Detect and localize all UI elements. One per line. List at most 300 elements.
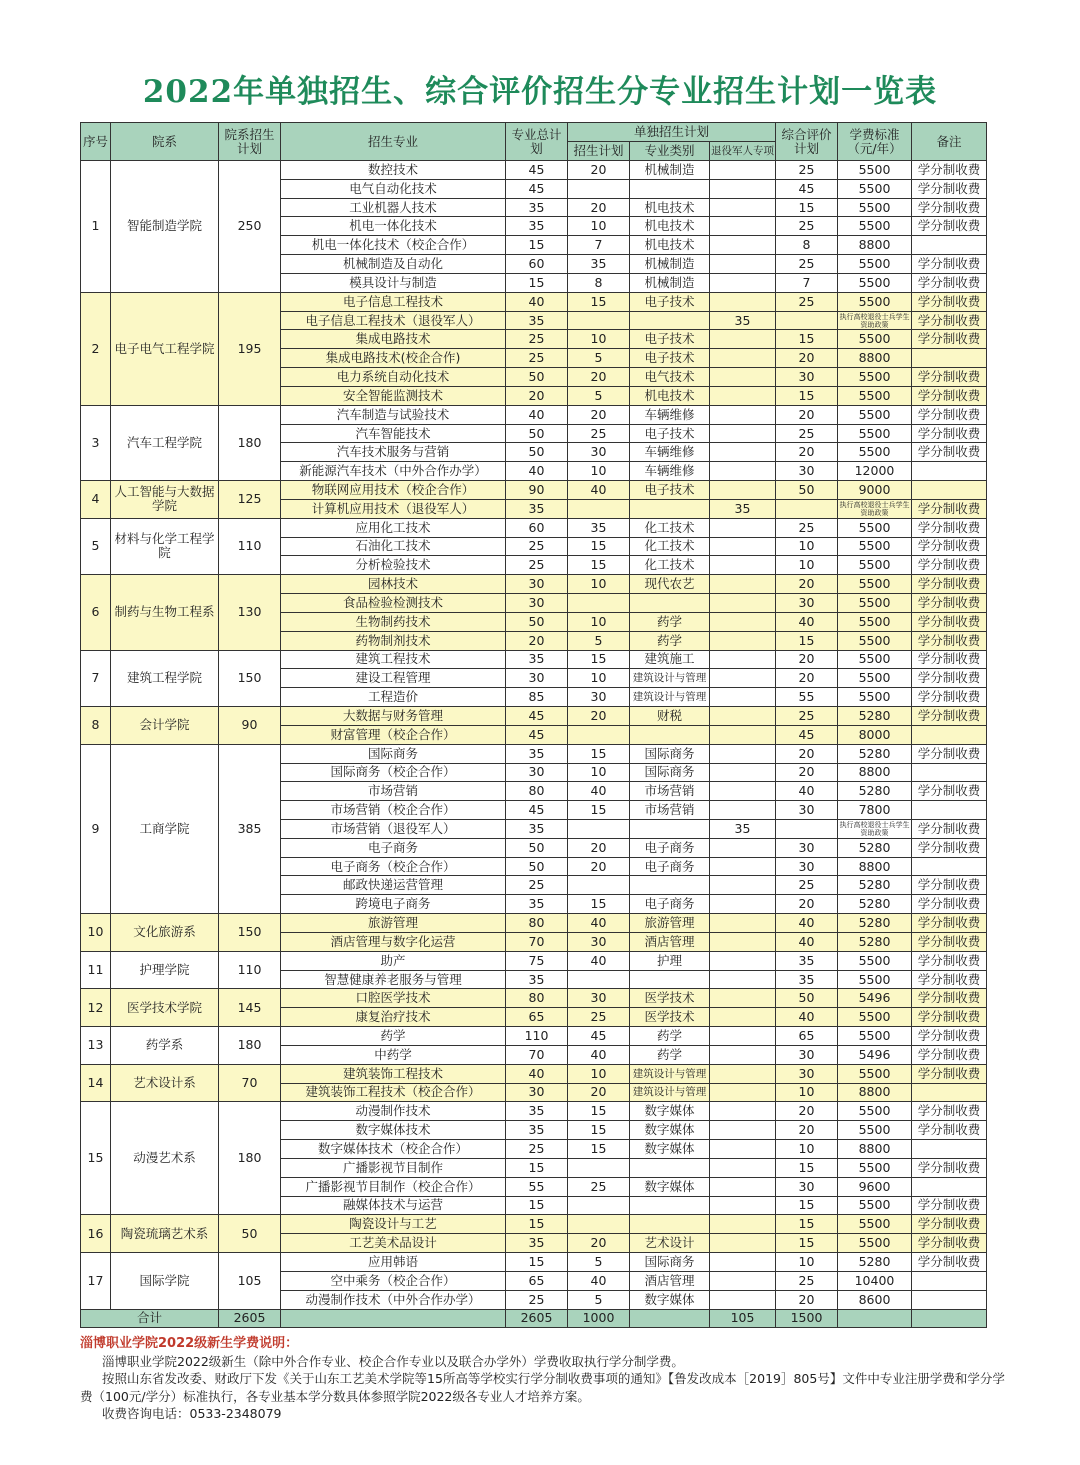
cell-remark [912,857,987,876]
cell-veteran [710,650,776,669]
cell-single-plan: 25 [568,424,630,443]
cell-major-category: 化工技术 [630,518,710,537]
cell-major-category: 机械制造 [630,255,710,274]
cell-remark [912,1290,987,1309]
cell-fee: 5500 [838,1196,912,1215]
cell-fee: 5280 [838,932,912,951]
cell-college: 材料与化学工程学院 [111,518,219,574]
table-row [81,989,987,1008]
cell-college-plan: 195 [219,292,281,405]
cell-remark: 学分制收费 [912,292,987,311]
cell-remark: 学分制收费 [912,744,987,763]
cell-remark [912,1271,987,1290]
header-single-plan: 招生计划 [568,142,630,161]
cell-major-total: 25 [506,349,568,368]
cell-fee: 5500 [838,330,912,349]
cell-college: 建筑工程学院 [111,650,219,706]
cell-fee: 5496 [838,1045,912,1064]
cell-major-category: 机电技术 [630,198,710,217]
cell-major-category: 车辆维修 [630,462,710,481]
cell-major-total: 80 [506,782,568,801]
cell-single-plan: 45 [568,1027,630,1046]
cell-major-total: 45 [506,179,568,198]
cell-remark: 学分制收费 [912,405,987,424]
cell-college-plan: 180 [219,405,281,480]
cell-major-total: 90 [506,481,568,500]
cell-major-total: 15 [506,236,568,255]
cell-veteran [710,838,776,857]
total-row [81,1309,987,1328]
cell-fee: 9000 [838,481,912,500]
cell-fee: 5496 [838,989,912,1008]
cell-major-category: 药学 [630,612,710,631]
cell-college: 艺术设计系 [111,1064,219,1102]
cell-veteran [710,386,776,405]
cell-major-category: 化工技术 [630,537,710,556]
cell-remark: 学分制收费 [912,255,987,274]
cell-remark: 学分制收费 [912,838,987,857]
cell-remark: 学分制收费 [912,1045,987,1064]
cell-major-total: 35 [506,1102,568,1121]
cell-major: 动漫制作技术（中外合作办学） [281,1290,506,1309]
cell-remark: 学分制收费 [912,1064,987,1083]
cell-fee: 5500 [838,443,912,462]
cell-veteran [710,537,776,556]
cell-veteran [710,556,776,575]
cell-comprehensive: 8 [776,236,838,255]
cell-remark: 学分制收费 [912,1234,987,1253]
cell-major-category: 国际商务 [630,1253,710,1272]
total-major-empty [281,1309,506,1328]
cell-comprehensive: 30 [776,801,838,820]
cell-major: 汽车技术服务与营销 [281,443,506,462]
cell-major-total: 15 [506,273,568,292]
cell-comprehensive: 10 [776,537,838,556]
cell-remark: 学分制收费 [912,575,987,594]
cell-major-category: 市场营销 [630,782,710,801]
cell-veteran: 35 [710,311,776,330]
cell-major-total: 35 [506,1234,568,1253]
cell-veteran [710,179,776,198]
cell-comprehensive: 30 [776,1177,838,1196]
cell-major-total: 50 [506,368,568,387]
cell-major-category: 电子技术 [630,349,710,368]
cell-comprehensive: 25 [776,161,838,180]
cell-major: 集成电路技术(校企合作) [281,349,506,368]
cell-college-plan: 110 [219,518,281,574]
cell-major: 电子信息工程技术 [281,292,506,311]
cell-seq: 16 [81,1215,111,1253]
cell-single-plan: 15 [568,556,630,575]
table-row [81,1102,987,1121]
cell-major-total: 45 [506,161,568,180]
cell-major-total: 45 [506,707,568,726]
cell-fee: 5500 [838,1158,912,1177]
cell-major-category [630,499,710,518]
cell-fee: 8800 [838,349,912,368]
cell-seq: 8 [81,707,111,745]
total-comprehensive: 1500 [776,1309,838,1328]
cell-major-category: 电子技术 [630,424,710,443]
total-category-empty [630,1309,710,1328]
cell-major-total: 60 [506,255,568,274]
cell-college: 电子电气工程学院 [111,292,219,405]
table-row [81,575,987,594]
cell-major: 电子商务（校企合作） [281,857,506,876]
table-row [81,1253,987,1272]
cell-major-total: 15 [506,1253,568,1272]
cell-fee: 5500 [838,1008,912,1027]
total-college-plan: 2605 [219,1309,281,1328]
cell-major-category: 电子技术 [630,292,710,311]
header-major: 招生专业 [281,123,506,161]
cell-remark: 学分制收费 [912,876,987,895]
cell-remark: 学分制收费 [912,179,987,198]
table-row [81,292,987,311]
table-row [81,1215,987,1234]
cell-fee: 5500 [838,255,912,274]
cell-veteran [710,518,776,537]
cell-remark: 学分制收费 [912,707,987,726]
cell-major: 汽车制造与试验技术 [281,405,506,424]
cell-major: 中药学 [281,1045,506,1064]
cell-college: 汽车工程学院 [111,405,219,480]
cell-veteran [710,255,776,274]
cell-major-total: 35 [506,650,568,669]
cell-major-total: 45 [506,725,568,744]
cell-comprehensive: 50 [776,481,838,500]
cell-major-total: 70 [506,1045,568,1064]
cell-fee: 5500 [838,951,912,970]
cell-major-category: 机械制造 [630,161,710,180]
cell-single-plan: 40 [568,1045,630,1064]
cell-veteran [710,914,776,933]
cell-veteran [710,1253,776,1272]
cell-college-plan: 250 [219,161,281,293]
cell-veteran [710,217,776,236]
cell-major: 助产 [281,951,506,970]
cell-fee: 5500 [838,405,912,424]
cell-veteran [710,1121,776,1140]
cell-comprehensive: 10 [776,1140,838,1159]
cell-comprehensive: 10 [776,1253,838,1272]
cell-remark: 学分制收费 [912,443,987,462]
cell-major: 电力系统自动化技术 [281,368,506,387]
cell-major: 园林技术 [281,575,506,594]
cell-remark: 学分制收费 [912,914,987,933]
cell-major: 食品检验检测技术 [281,594,506,613]
cell-major-total: 25 [506,330,568,349]
total-major-total: 2605 [506,1309,568,1328]
cell-seq: 5 [81,518,111,574]
table-row [81,744,987,763]
cell-major-category: 数字媒体 [630,1102,710,1121]
cell-veteran [710,575,776,594]
cell-major-total: 15 [506,1215,568,1234]
cell-veteran [710,876,776,895]
cell-major-category: 车辆维修 [630,443,710,462]
cell-veteran [710,744,776,763]
cell-major-total: 40 [506,292,568,311]
cell-fee: 5500 [838,575,912,594]
cell-major: 石油化工技术 [281,537,506,556]
cell-major: 国际商务 [281,744,506,763]
cell-major: 机电一体化技术 [281,217,506,236]
cell-major-category: 建筑设计与管理 [630,688,710,707]
cell-major: 广播影视节目制作（校企合作） [281,1177,506,1196]
cell-fee: 5280 [838,876,912,895]
cell-major: 广播影视节目制作 [281,1158,506,1177]
cell-comprehensive: 30 [776,594,838,613]
cell-major-category: 国际商务 [630,744,710,763]
cell-college: 工商学院 [111,744,219,913]
cell-major-total: 40 [506,1064,568,1083]
cell-seq: 7 [81,650,111,706]
cell-fee: 5500 [838,161,912,180]
cell-major-total: 25 [506,1140,568,1159]
cell-single-plan: 15 [568,1102,630,1121]
cell-fee: 5500 [838,179,912,198]
cell-major-total: 35 [506,744,568,763]
cell-seq: 14 [81,1064,111,1102]
cell-college-plan: 90 [219,707,281,745]
cell-major: 陶瓷设计与工艺 [281,1215,506,1234]
notes-title: 淄博职业学院2022级新生学费说明： [80,1336,299,1351]
cell-veteran: 35 [710,819,776,838]
cell-major-total: 65 [506,1008,568,1027]
cell-fee: 5500 [838,518,912,537]
cell-seq: 17 [81,1253,111,1309]
cell-comprehensive: 20 [776,349,838,368]
cell-major-category: 国际商务 [630,763,710,782]
cell-single-plan: 20 [568,1083,630,1102]
cell-major-category [630,179,710,198]
cell-comprehensive: 7 [776,273,838,292]
cell-comprehensive: 10 [776,556,838,575]
cell-seq: 15 [81,1102,111,1215]
cell-major-total: 35 [506,895,568,914]
cell-veteran: 35 [710,499,776,518]
cell-remark: 学分制收费 [912,368,987,387]
cell-major-total: 30 [506,763,568,782]
cell-remark: 学分制收费 [912,819,987,838]
cell-major: 新能源汽车技术（中外合作办学） [281,462,506,481]
cell-comprehensive: 25 [776,876,838,895]
cell-comprehensive: 20 [776,744,838,763]
cell-major: 安全智能监测技术 [281,386,506,405]
cell-single-plan: 40 [568,782,630,801]
cell-seq: 12 [81,989,111,1027]
cell-college-plan: 180 [219,1102,281,1215]
cell-major-total: 65 [506,1271,568,1290]
cell-comprehensive: 30 [776,838,838,857]
cell-single-plan: 10 [568,462,630,481]
cell-veteran [710,801,776,820]
cell-seq: 1 [81,161,111,293]
cell-major: 智慧健康养老服务与管理 [281,970,506,989]
page-title: 2022年单独招生、综合评价招生分专业招生计划一览表 [142,74,938,110]
cell-remark: 学分制收费 [912,217,987,236]
table-row [81,707,987,726]
cell-major-total: 80 [506,914,568,933]
cell-seq: 2 [81,292,111,405]
cell-remark: 学分制收费 [912,631,987,650]
cell-single-plan: 30 [568,443,630,462]
cell-major: 国际商务（校企合作） [281,763,506,782]
cell-major-category: 药学 [630,1045,710,1064]
cell-major-total: 35 [506,970,568,989]
cell-major: 建筑装饰工程技术（校企合作） [281,1083,506,1102]
cell-seq: 10 [81,914,111,952]
cell-comprehensive: 15 [776,1215,838,1234]
cell-major-category: 机电技术 [630,386,710,405]
cell-comprehensive: 20 [776,763,838,782]
cell-major-category [630,819,710,838]
cell-fee: 5500 [838,368,912,387]
cell-major-category: 市场营销 [630,801,710,820]
cell-college-plan: 130 [219,575,281,650]
cell-seq: 9 [81,744,111,913]
cell-major-total: 35 [506,217,568,236]
cell-fee: 5500 [838,1121,912,1140]
cell-major-category: 建筑设计与管理 [630,1083,710,1102]
cell-fee: 8800 [838,1140,912,1159]
cell-single-plan: 5 [568,386,630,405]
cell-major-total: 80 [506,989,568,1008]
cell-major-category [630,1215,710,1234]
cell-fee: 5500 [838,273,912,292]
cell-single-plan: 10 [568,763,630,782]
cell-remark: 学分制收费 [912,951,987,970]
cell-comprehensive: 25 [776,424,838,443]
cell-single-plan [568,311,630,330]
cell-major-category: 电气技术 [630,368,710,387]
cell-veteran [710,782,776,801]
cell-single-plan: 20 [568,368,630,387]
cell-comprehensive: 15 [776,1234,838,1253]
cell-college-plan: 150 [219,914,281,952]
cell-veteran [710,330,776,349]
cell-single-plan: 30 [568,688,630,707]
table-row [81,1027,987,1046]
table-row [81,161,987,180]
cell-comprehensive: 20 [776,1121,838,1140]
cell-comprehensive: 20 [776,443,838,462]
cell-veteran [710,763,776,782]
cell-fee: 8800 [838,763,912,782]
cell-major-category: 机电技术 [630,217,710,236]
cell-major-category [630,1196,710,1215]
cell-remark: 学分制收费 [912,1253,987,1272]
cell-major-total: 35 [506,311,568,330]
cell-remark [912,1177,987,1196]
cell-major: 旅游管理 [281,914,506,933]
cell-remark: 学分制收费 [912,1196,987,1215]
cell-veteran [710,857,776,876]
cell-comprehensive [776,499,838,518]
cell-comprehensive: 25 [776,255,838,274]
cell-comprehensive: 25 [776,292,838,311]
cell-fee: 5500 [838,594,912,613]
cell-veteran [710,1158,776,1177]
cell-veteran [710,932,776,951]
cell-comprehensive [776,311,838,330]
cell-veteran [710,1215,776,1234]
cell-veteran [710,443,776,462]
cell-comprehensive: 20 [776,405,838,424]
cell-comprehensive: 35 [776,970,838,989]
cell-comprehensive: 15 [776,631,838,650]
cell-fee: 5280 [838,1253,912,1272]
header-college: 院系 [111,123,219,161]
cell-major-total: 50 [506,857,568,876]
cell-fee: 5500 [838,537,912,556]
cell-fee: 执行高校退役士兵学生资助政策 [839,312,910,329]
cell-single-plan [568,179,630,198]
cell-veteran [710,725,776,744]
cell-veteran [710,895,776,914]
table-row [81,518,987,537]
cell-veteran [710,198,776,217]
cell-veteran [710,1271,776,1290]
cell-major-category: 药学 [630,1027,710,1046]
cell-fee: 5280 [838,782,912,801]
cell-major-category: 现代农艺 [630,575,710,594]
enrollment-plan-table [80,122,987,1328]
cell-veteran [710,1064,776,1083]
cell-single-plan [568,1215,630,1234]
cell-college: 动漫艺术系 [111,1102,219,1215]
table-row [81,481,987,500]
cell-major-category: 建筑施工 [630,650,710,669]
cell-major: 工程造价 [281,688,506,707]
cell-single-plan: 10 [568,1064,630,1083]
cell-single-plan: 35 [568,518,630,537]
cell-comprehensive: 15 [776,330,838,349]
cell-comprehensive: 40 [776,1008,838,1027]
cell-fee: 5280 [838,744,912,763]
cell-single-plan [568,970,630,989]
cell-fee: 执行高校退役士兵学生资助政策 [839,500,910,517]
cell-remark: 学分制收费 [912,386,987,405]
cell-single-plan: 20 [568,838,630,857]
cell-major-category: 机电技术 [630,236,710,255]
cell-college: 药学系 [111,1027,219,1065]
cell-veteran [710,368,776,387]
cell-major: 康复治疗技术 [281,1008,506,1027]
cell-single-plan [568,1158,630,1177]
cell-major: 生物制药技术 [281,612,506,631]
cell-remark: 学分制收费 [912,311,987,330]
cell-remark [912,725,987,744]
cell-major: 邮政快递运营管理 [281,876,506,895]
cell-remark: 学分制收费 [912,161,987,180]
cell-veteran [710,1045,776,1064]
cell-fee: 5500 [838,292,912,311]
cell-major: 模具设计与制造 [281,273,506,292]
cell-fee: 9600 [838,1177,912,1196]
cell-comprehensive: 15 [776,1196,838,1215]
cell-major-total: 30 [506,669,568,688]
total-label: 合计 [81,1309,219,1328]
cell-fee: 5500 [838,1027,912,1046]
cell-single-plan: 40 [568,914,630,933]
cell-remark [912,349,987,368]
cell-single-plan: 10 [568,669,630,688]
cell-major-total: 35 [506,198,568,217]
cell-major-total: 55 [506,1177,568,1196]
cell-college: 医学技术学院 [111,989,219,1027]
